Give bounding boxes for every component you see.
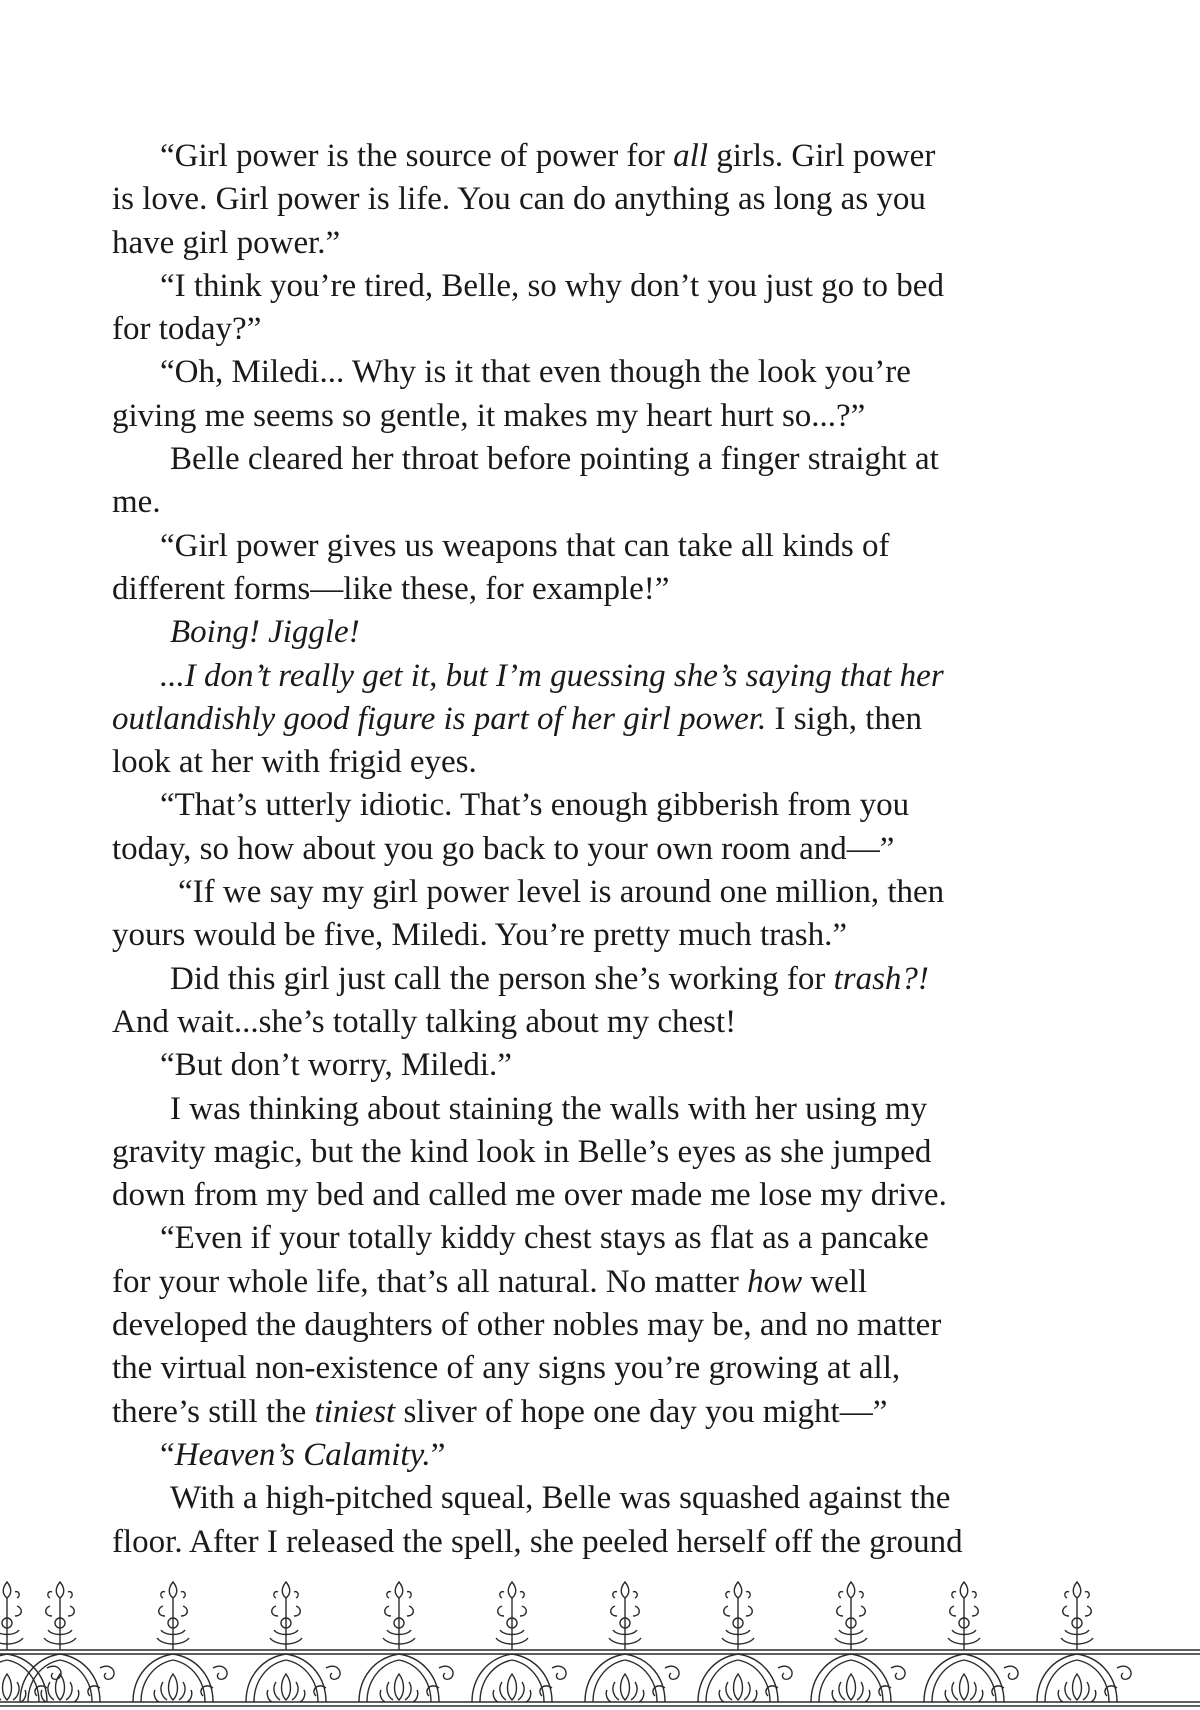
text-line: yours would be five, Miledi. You’re pretty much trash.” — [112, 917, 848, 954]
text-line: gravity magic, but the kind look in Belle’s eyes as she jumped — [112, 1133, 932, 1170]
text-line: Boing! Jiggle! — [170, 614, 360, 651]
text-line: “I think you’re tired, Belle, so why don’t you just go to bed — [160, 267, 944, 304]
text-line: “But don’t worry, Miledi.” — [160, 1047, 512, 1084]
text-line: have girl power.” — [112, 224, 341, 261]
text-line: outlandishly good figure is part of her girl power. I sigh, then — [112, 700, 923, 737]
text-line: for your whole life, that’s all natural. No matter how well — [112, 1263, 868, 1300]
text-line: today, so how about you go back to your own room and—” — [112, 830, 895, 867]
text-line: ...I don’t really get it, but I’m guessing she’s saying that her — [160, 657, 944, 694]
text-line: me. — [112, 484, 161, 521]
text-line: “That’s utterly idiotic. That’s enough gibberish from you — [160, 787, 910, 824]
text-line: Belle cleared her throat before pointing a finger straight at — [170, 441, 939, 478]
text-line: down from my bed and called me over made me lose my drive. — [112, 1177, 947, 1214]
text-line: look at her with frigid eyes. — [112, 744, 477, 781]
text-line: there’s still the tiniest sliver of hope one day you might—” — [112, 1393, 888, 1430]
text-line: for today?” — [112, 311, 262, 348]
text-line: “Girl power gives us weapons that can take all kinds of — [160, 527, 890, 564]
text-line: “If we say my girl power level is around one million, then — [178, 874, 945, 911]
text-line: And wait...she’s totally talking about my chest! — [112, 1003, 737, 1040]
text-line: different forms—like these, for example!” — [112, 570, 670, 607]
text-line: is love. Girl power is life. You can do anything as long as you — [112, 181, 926, 218]
text-line: With a high-pitched squeal, Belle was squashed against the — [170, 1480, 951, 1517]
text-line: Did this girl just call the person she’s working for trash?! — [170, 960, 929, 997]
text-line: I was thinking about staining the walls with her using my — [170, 1090, 928, 1127]
text-line: “Oh, Miledi... Why is it that even though the look you’re — [160, 354, 911, 391]
text-line: “Even if your totally kiddy chest stays as flat as a pancake — [160, 1220, 929, 1257]
body-text — [112, 135, 1072, 1564]
text-line: “Girl power is the source of power for all girls. Girl power — [160, 138, 936, 174]
text-line: developed the daughters of other nobles may be, and no matter — [112, 1307, 942, 1344]
text-line: giving me seems so gentle, it makes my heart hurt so...?” — [112, 397, 866, 434]
ornamental-border-illustration — [0, 1578, 1200, 1710]
text-line: floor. After I released the spell, she peeled herself off the ground — [112, 1523, 963, 1560]
text-line: the virtual non-existence of any signs you’re growing at all, — [112, 1350, 901, 1387]
text-line: “Heaven’s Calamity.” — [160, 1436, 446, 1473]
